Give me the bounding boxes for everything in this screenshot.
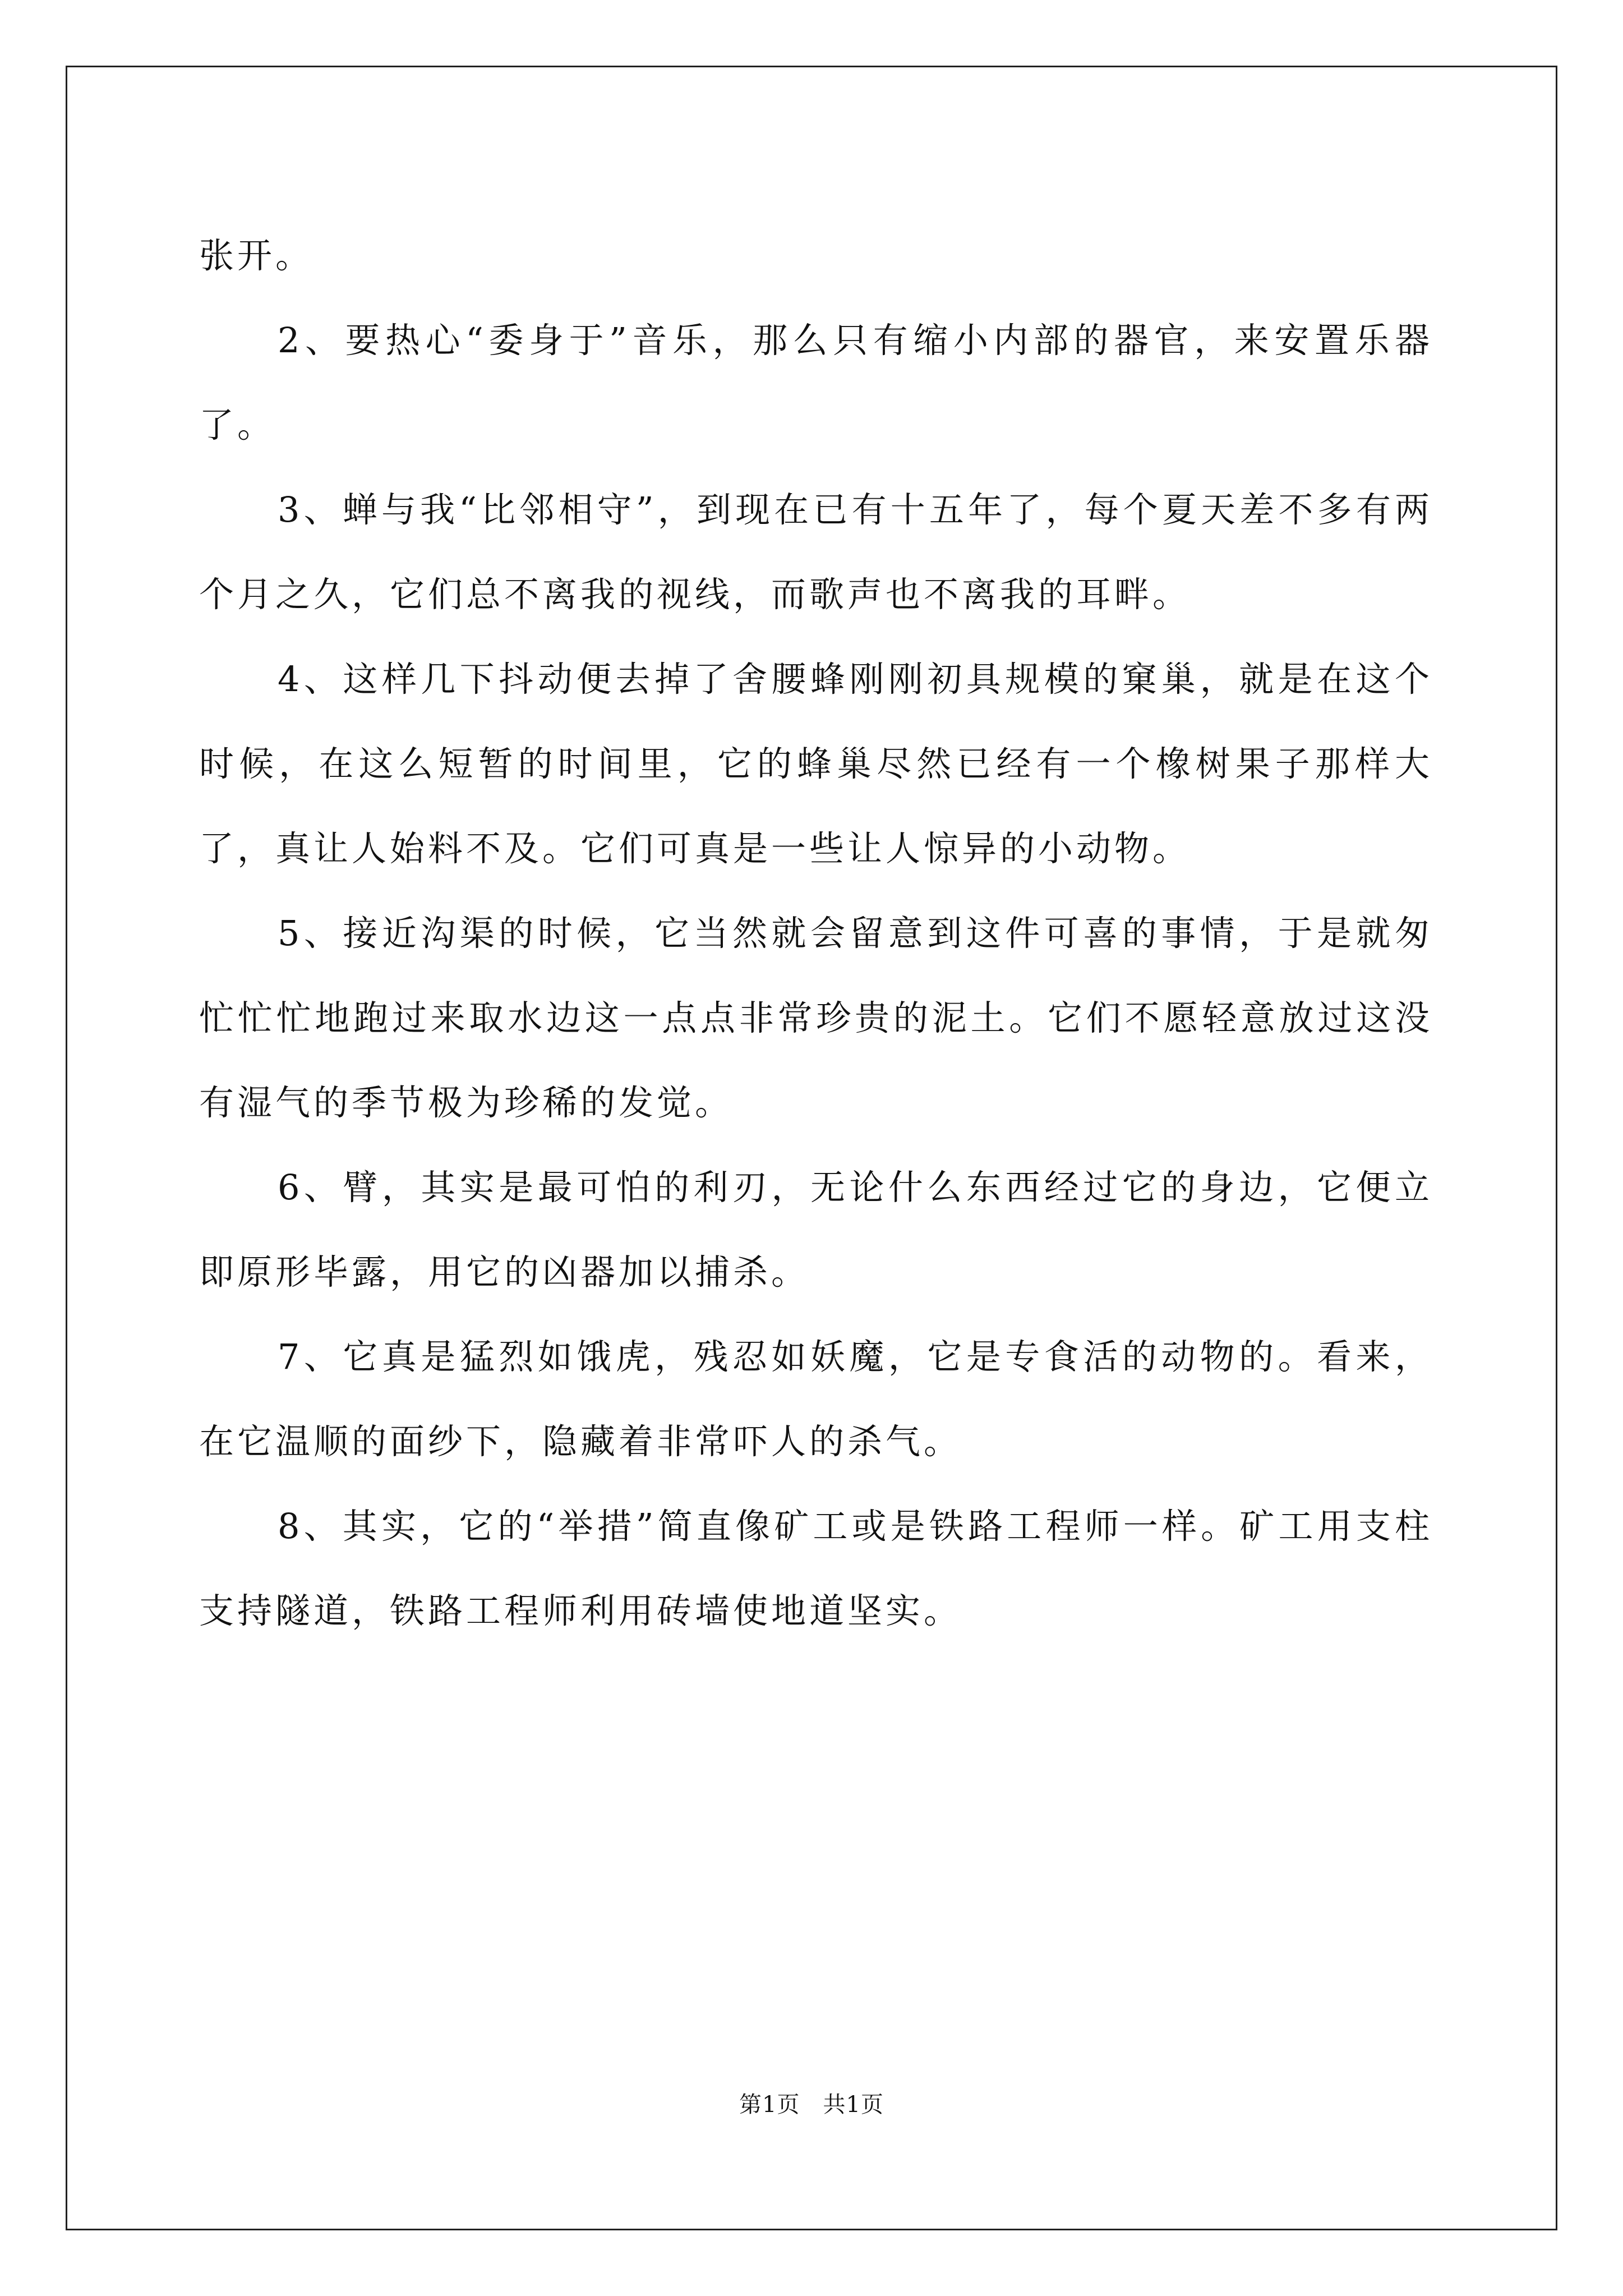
document-body — [199, 213, 1433, 1653]
paragraph-item-2: 2、要热心“委身于”音乐，那么只有缩小内部的器官，来安置乐器了。 — [199, 320, 1433, 445]
paragraph-item-3: 3、蝉与我“比邻相守”，到现在已有十五年了，每个夏天差不多有两个月之久，它们总不离我的视线，而歌声也不离我的耳畔。 — [199, 489, 1433, 615]
paragraph-item-8: 8、其实，它的“举措”简直像矿工或是铁路工程师一样。矿工用支柱支持隧道，铁路工程师利用砖墙使地道坚实。 — [199, 1506, 1433, 1631]
paragraph-item-4: 4、这样几下抖动便去掉了舍腰蜂刚刚初具规模的窠巢，就是在这个时候，在这么短暂的时间里，它的蜂巢尽然已经有一个橡树果子那样大了，真让人始料不及。它们可真是一些让人惊异的小动物。 — [199, 659, 1433, 869]
paragraph-item-7: 7、它真是猛烈如饿虎，残忍如妖魔，它是专食活的动物的。看来，在它温顺的面纱下，隐藏着非常吓人的杀气。 — [199, 1336, 1433, 1462]
page-number-footer: 第1页 共1页 — [739, 2092, 884, 2118]
paragraph-continuation: 张开。 — [199, 235, 314, 276]
paragraph-item-6: 6、臂，其实是最可怕的利刃，无论什么东西经过它的身边，它便立即原形毕露，用它的凶器加以捕杀。 — [199, 1167, 1433, 1292]
paragraph-item-5: 5、接近沟渠的时候，它当然就会留意到这件可喜的事情，于是就匆忙忙忙地跑过来取水边这一点点非常珍贵的泥土。它们不愿轻意放过这没有湿气的季节极为珍稀的发觉。 — [199, 913, 1433, 1123]
